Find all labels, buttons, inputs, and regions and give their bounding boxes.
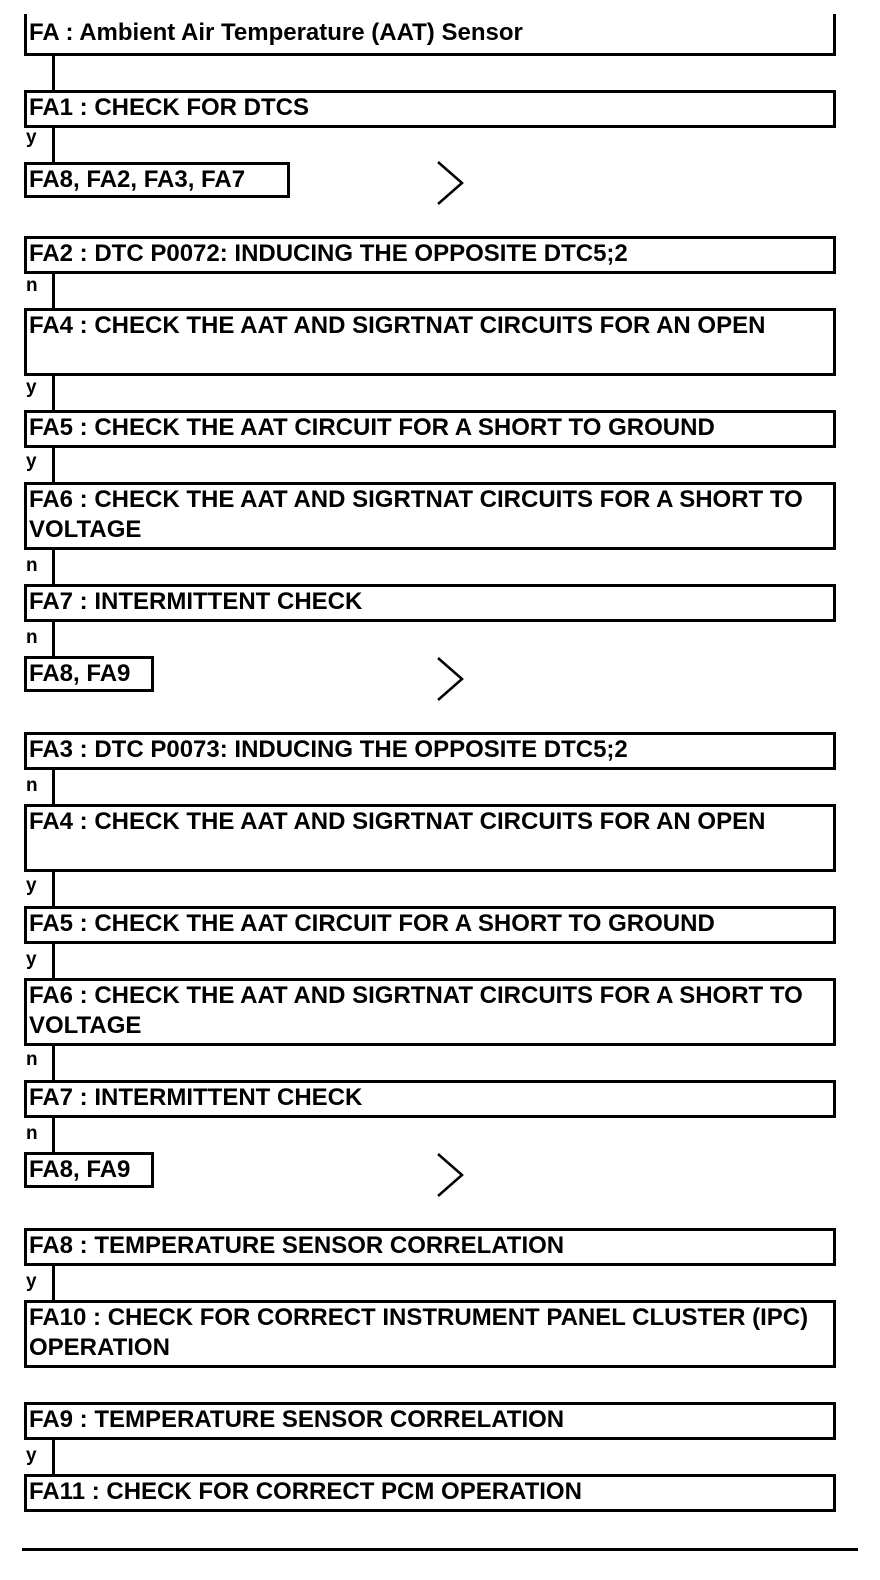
- connector: [52, 1440, 55, 1474]
- edge-label: n: [26, 275, 38, 296]
- fa2-step7-box: FA7 : INTERMITTENT CHECK: [24, 584, 836, 622]
- edge-label: n: [26, 1123, 38, 1144]
- edge-label: y: [26, 875, 37, 896]
- fa9-step-box: FA11 : CHECK FOR CORRECT PCM OPERATION: [24, 1474, 836, 1512]
- divider: [22, 1548, 858, 1551]
- edge-label: y: [26, 949, 37, 970]
- connector: [52, 128, 55, 162]
- chevron-right-icon: [434, 1152, 468, 1198]
- connector: [52, 1118, 55, 1152]
- edge-label: n: [26, 775, 38, 796]
- fa8-box: FA8 : TEMPERATURE SENSOR CORRELATION: [24, 1228, 836, 1266]
- connector: [52, 274, 55, 308]
- header-box: FA : Ambient Air Temperature (AAT) Sensor: [24, 14, 836, 56]
- connector: [52, 56, 55, 90]
- fa3-step7-box: FA7 : INTERMITTENT CHECK: [24, 1080, 836, 1118]
- fa3-box: FA3 : DTC P0073: INDUCING THE OPPOSITE DTC5;2: [24, 732, 836, 770]
- fa2-box: FA2 : DTC P0072: INDUCING THE OPPOSITE DTC5;2: [24, 236, 836, 274]
- edge-label: y: [26, 127, 37, 148]
- connector: [52, 448, 55, 482]
- edge-label: y: [26, 1445, 37, 1466]
- edge-label: y: [26, 377, 37, 398]
- fa9-box: FA9 : TEMPERATURE SENSOR CORRELATION: [24, 1402, 836, 1440]
- fa3-next-box: FA8, FA9: [24, 1152, 154, 1188]
- connector: [52, 770, 55, 804]
- connector: [52, 1046, 55, 1080]
- fa3-step6-box: FA6 : CHECK THE AAT AND SIGRTNAT CIRCUITS FOR A SHORT TO VOLTAGE: [24, 978, 836, 1046]
- fa2-step6-box: FA6 : CHECK THE AAT AND SIGRTNAT CIRCUITS FOR A SHORT TO VOLTAGE: [24, 482, 836, 550]
- edge-label: n: [26, 627, 38, 648]
- fa1-box: FA1 : CHECK FOR DTCS: [24, 90, 836, 128]
- chevron-right-icon: [434, 656, 468, 702]
- fa2-step4-box: FA4 : CHECK THE AAT AND SIGRTNAT CIRCUITS FOR AN OPEN: [24, 308, 836, 376]
- edge-label: y: [26, 451, 37, 472]
- fa3-step5-box: FA5 : CHECK THE AAT CIRCUIT FOR A SHORT TO GROUND: [24, 906, 836, 944]
- connector: [52, 1266, 55, 1300]
- edge-label: y: [26, 1271, 37, 1292]
- connector: [52, 622, 55, 656]
- connector: [52, 550, 55, 584]
- edge-label: n: [26, 1049, 38, 1070]
- chevron-right-icon: [434, 160, 468, 206]
- connector: [52, 376, 55, 410]
- fa1-next-box: FA8, FA2, FA3, FA7: [24, 162, 290, 198]
- connector: [52, 872, 55, 906]
- fa2-next-box: FA8, FA9: [24, 656, 154, 692]
- fa3-step4-box: FA4 : CHECK THE AAT AND SIGRTNAT CIRCUITS FOR AN OPEN: [24, 804, 836, 872]
- connector: [52, 944, 55, 978]
- fa2-step5-box: FA5 : CHECK THE AAT CIRCUIT FOR A SHORT TO GROUND: [24, 410, 836, 448]
- edge-label: n: [26, 555, 38, 576]
- fa8-step-box: FA10 : CHECK FOR CORRECT INSTRUMENT PANEL CLUSTER (IPC) OPERATION: [24, 1300, 836, 1368]
